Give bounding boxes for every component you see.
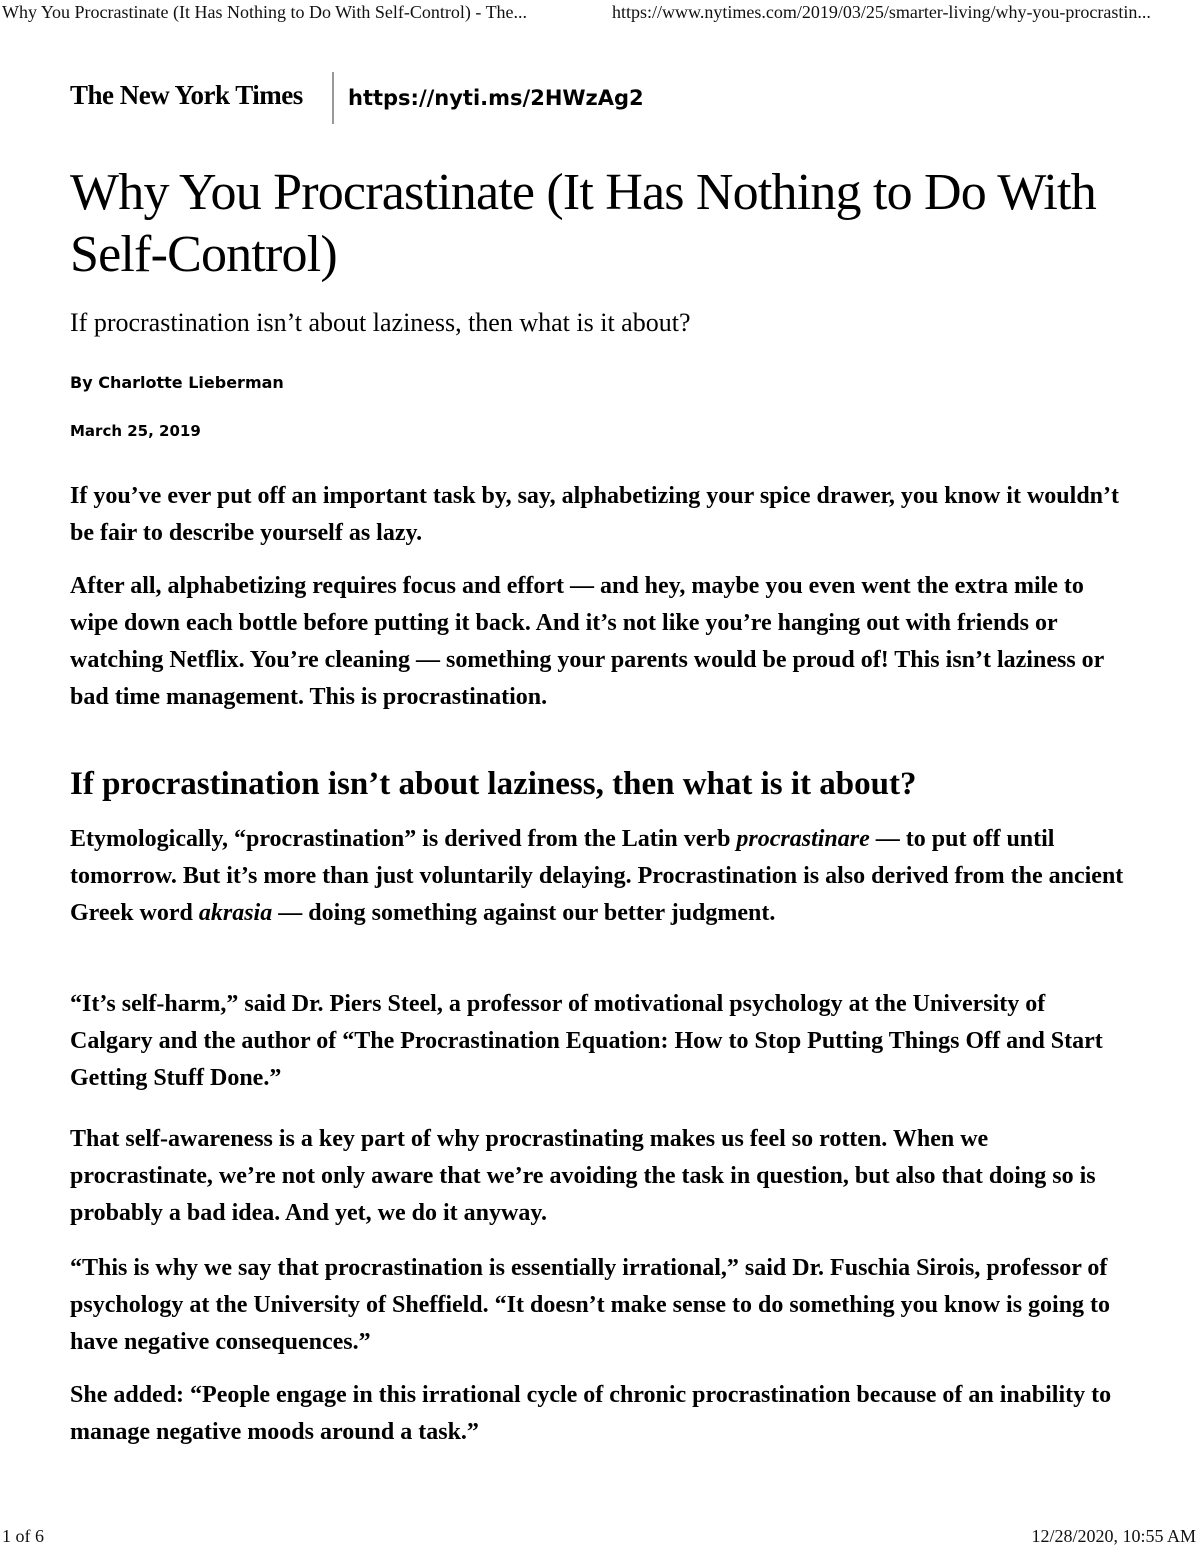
latin-term: procrastinare — [736, 826, 870, 852]
print-footer — [0, 1526, 1200, 1552]
article-date: March 25, 2019 — [70, 422, 201, 440]
paragraph-sirois-added: She added: “People engage in this irrational cycle of chronic procrastination because of an inability to manage negative moods around a task.” — [70, 1382, 1112, 1445]
paragraph-self-awareness: That self-awareness is a key part of why procrastinating makes us feel so rotten. When we procrastinate, we’re not only aware that we’re avoiding the task in question, but also that doing so is probably a bad idea. And yet, we do it anyway. — [70, 1126, 1096, 1226]
article-summary: If procrastination isn’t about laziness, then what is it about? — [70, 308, 691, 337]
greek-term: akrasia — [198, 900, 273, 926]
paragraph-intro: If you’ve ever put off an important task by, say, alphabetizing your spice drawer, you know it wouldn’t be fair to describe yourself as lazy. — [70, 483, 1119, 546]
masthead-divider — [332, 72, 334, 124]
article-headline: Why You Procrastinate (It Has Nothing to Do With Self-Control) — [70, 164, 1096, 283]
etymology-text-3: — doing something against our better judgment. — [272, 900, 776, 926]
print-page-url: https://www.nytimes.com/2019/03/25/smarter-living/why-you-procrastin... — [612, 2, 1151, 22]
etymology-text-1: Etymologically, “procrastination” is derived from the Latin verb — [70, 826, 737, 852]
paragraph-steel-quote: “It’s self-harm,” said Dr. Piers Steel, a professor of motivational psychology at the University of Calgary and the author of “The Procrastination Equation: How to Stop Putting Things Off and Start Getting Stuff Done.” — [70, 991, 1103, 1091]
print-datetime: 12/28/2020, 10:55 AM — [1031, 1526, 1196, 1546]
nyt-logo[interactable]: The New York Times — [70, 80, 303, 110]
paragraph-alphabetizing: After all, alphabetizing requires focus and effort — and hey, maybe you even went the extra mile to wipe down each bottle before putting it back. And it’s not like you’re hanging out with friends or watching Netflix. You’re cleaning — something your parents would be proud of! This isn’t laziness or bad time management. This is procrastination. — [70, 573, 1104, 710]
paragraph-sirois-quote: “This is why we say that procrastination is essentially irrational,” said Dr. Fuschia Sirois, professor of psychology at the University of Sheffield. “It doesn’t make sense to do something you know is going to have negative consequences.” — [70, 1255, 1111, 1355]
short-url-link[interactable]: https://nyti.ms/2HWzAg2 — [348, 86, 644, 110]
article-byline: By Charlotte Lieberman — [70, 373, 284, 392]
print-page-title: Why You Procrastinate (It Has Nothing to Do With Self-Control) - The... — [2, 2, 528, 22]
page-number: 1 of 6 — [2, 1526, 44, 1546]
print-header — [0, 2, 1200, 28]
paragraph-etymology — [70, 821, 1130, 932]
etymology-text-2: — to put off until tomorrow. But it’s more than just voluntarily delaying. Procrastination is also derived from the ancient Greek word — [70, 826, 1124, 926]
section-subheading: If procrastination isn’t about laziness, then what is it about? — [70, 766, 917, 802]
